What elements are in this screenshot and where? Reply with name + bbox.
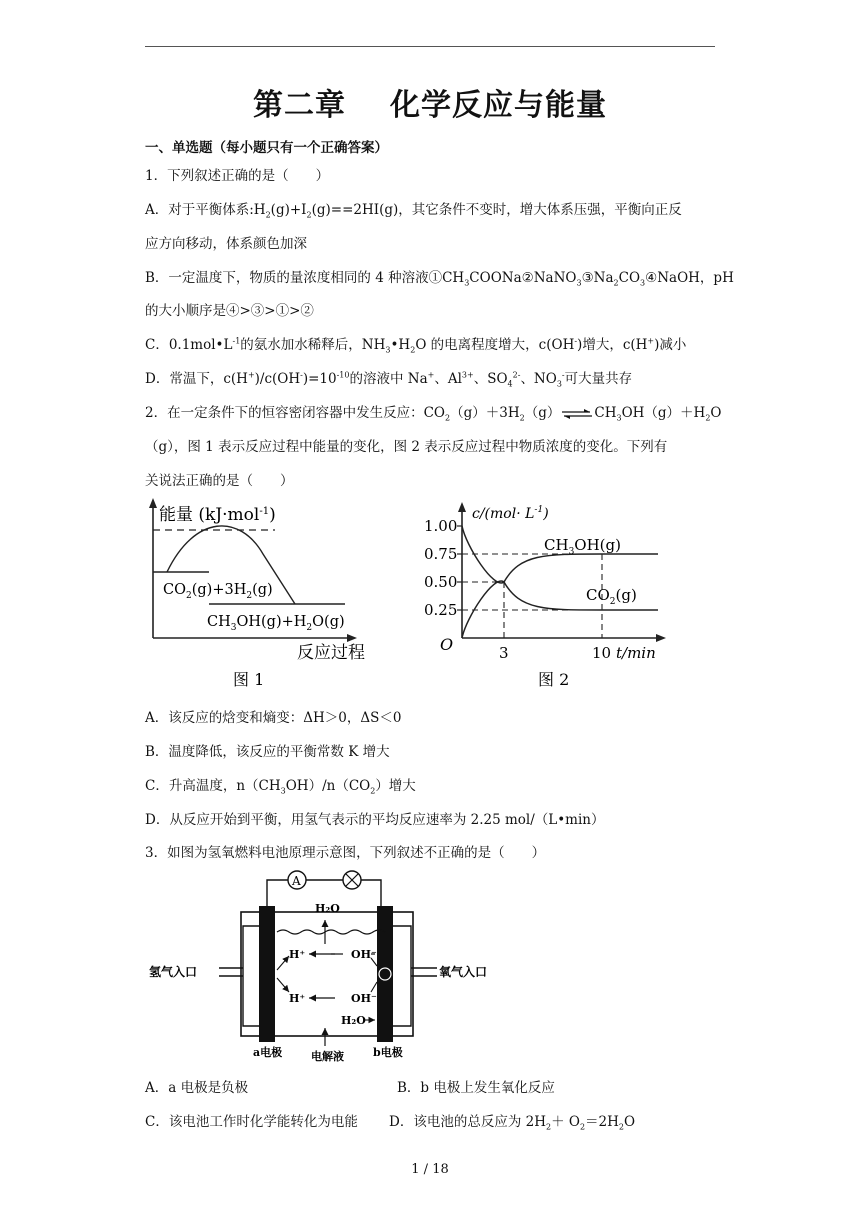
oxygen-inlet-label: 氧气入口 — [439, 965, 488, 979]
y-tick-label: 0.50 — [424, 573, 458, 591]
figure2-caption: 图 2 — [538, 670, 570, 689]
svg-text:A: A — [292, 874, 301, 888]
q3-option-b: B．b 电极上发生氧化反应 — [397, 1080, 555, 1096]
series-label-co2: $CO_2(g)$ — [586, 586, 637, 607]
y-tick-label: 0.25 — [424, 601, 458, 619]
q3-stem: 3．如图为氢氧燃料电池原理示意图，下列叙述不正确的是（ ） — [145, 845, 546, 861]
q1-option-c: C．$0.1mol•L^{-1}$的氨水加水稀释后，$NH_3•H_2O$ 的电离程度增大，c(OH-)增大，c(H+)减小 — [145, 336, 687, 355]
hydroxide-label-lower: OH⁻ — [351, 992, 377, 1005]
electrolyte-label: 电解液 — [311, 1050, 344, 1062]
electrolyte-surface — [277, 930, 385, 934]
series-label-ch3oh: $CH_3OH(g)$ — [544, 536, 621, 557]
water-label-bottom: H₂O — [341, 1014, 366, 1027]
q1-option-b-cont: 的大小顺序是④>③>①>② — [145, 303, 314, 319]
electrode-b-label: b电极 — [373, 1046, 403, 1059]
q2-stem-line3: 关说法正确的是（ ） — [145, 473, 294, 489]
page-number: 1 / 18 — [411, 1162, 449, 1177]
reaction-progress-label: 反应过程 — [297, 643, 365, 663]
lamp-icon — [343, 871, 361, 889]
concentration-chart — [400, 494, 666, 694]
equilibrium-arrow-icon — [560, 408, 594, 420]
q1-option-d: D．常温下，$c(H^+)/c(OH^-)=10^{-10}$的溶液中 Na+、$Al^{3+}$、$SO_4^{2-}$、$NO_3^-$可大量共存 — [145, 370, 633, 389]
page-title — [0, 80, 860, 124]
product-label: $CH_3OH(g)+H_2O(g)$ — [207, 614, 345, 633]
header-rule — [145, 46, 715, 47]
proton-label-upper: H⁺ — [289, 948, 306, 961]
x-axis-arrow — [656, 634, 666, 642]
q2-option-c: C．升高温度，$n(CH_3OH)/n(CO_2)$增大 — [145, 778, 416, 796]
chapter-name: 化学反应与能量 — [390, 88, 607, 123]
q2-option-a: A．该反应的焓变和熵变：ΔH＞0，ΔS＜0 — [145, 710, 402, 726]
electrode-a — [259, 906, 275, 1042]
q2-option-b: B．温度降低，该反应的平衡常数 K 增大 — [145, 744, 390, 760]
y-axis-arrow — [458, 502, 466, 512]
energy-axis-label: 能量 (kJ·mol$^{-1}$) — [159, 505, 276, 525]
electrode-a-label: a电极 — [253, 1046, 283, 1059]
q1-stem: 1．下列叙述正确的是（ ） — [145, 168, 330, 184]
energy-diagram — [145, 494, 375, 694]
q3-option-a: A．a 电极是负极 — [145, 1080, 249, 1096]
water-label-top: H₂O — [315, 902, 340, 915]
origin-label: O — [440, 635, 454, 654]
q2-option-d: D．从反应开始到平衡，用氢气表示的平均反应速率为 2.25 mol/（L•min） — [145, 812, 605, 828]
q2-stem-line2: （g），图 1 表示反应过程中能量的变化，图 2 表示反应过程中物质浓度的变化。下列有 — [145, 439, 668, 455]
x-tick-label: 3 — [499, 644, 509, 662]
section-heading: 一、单选题（每小题只有一个正确答案） — [145, 140, 388, 156]
hydroxide-label-upper: OH⁻ — [351, 948, 377, 961]
y-tick-label: 0.75 — [424, 545, 458, 563]
q1-option-b: B．一定温度下，物质的量浓度相同的 4 种溶液$①CH_3COONa②NaNO_3③Na_2CO_3④NaOH$，pH — [145, 270, 734, 288]
figure1-caption: 图 1 — [233, 670, 265, 689]
proton-label-lower: H⁺ — [289, 992, 306, 1005]
concentration-axis-label: $c/(mol\cdot L^{-1})$ — [472, 505, 549, 522]
time-axis-label: t/min — [616, 644, 656, 662]
q3-option-c: C．该电池工作时化学能转化为电能 — [145, 1114, 358, 1130]
chapter-number: 第二章 — [253, 88, 346, 123]
y-tick-label: 1.00 — [424, 517, 458, 535]
fuel-cell-diagram — [145, 866, 507, 1062]
q3-option-d: D．该电池的总反应为 $2H_2+ O_2=2H_2O$ — [389, 1114, 636, 1132]
q1-option-a-cont: 应方向移动，体系颜色加深 — [145, 236, 307, 252]
q1-option-a: A．对于平衡体系$:H_2(g)+I_2(g)==2HI(g)$，其它条件不变时，增大体系压强，平衡向正反 — [145, 202, 682, 220]
q2-stem-line1: 2．在一定条件下的恒容密闭容器中发生反应：$CO_2(g)+3H_2(g)$ $CH_3OH(g)+H_2O$ — [145, 405, 722, 423]
reactant-label: $CO_2(g)+3H_2(g)$ — [163, 582, 273, 601]
x-tick-label: 10 — [592, 644, 612, 662]
hydrogen-inlet-label: 氢气入口 — [149, 965, 198, 979]
